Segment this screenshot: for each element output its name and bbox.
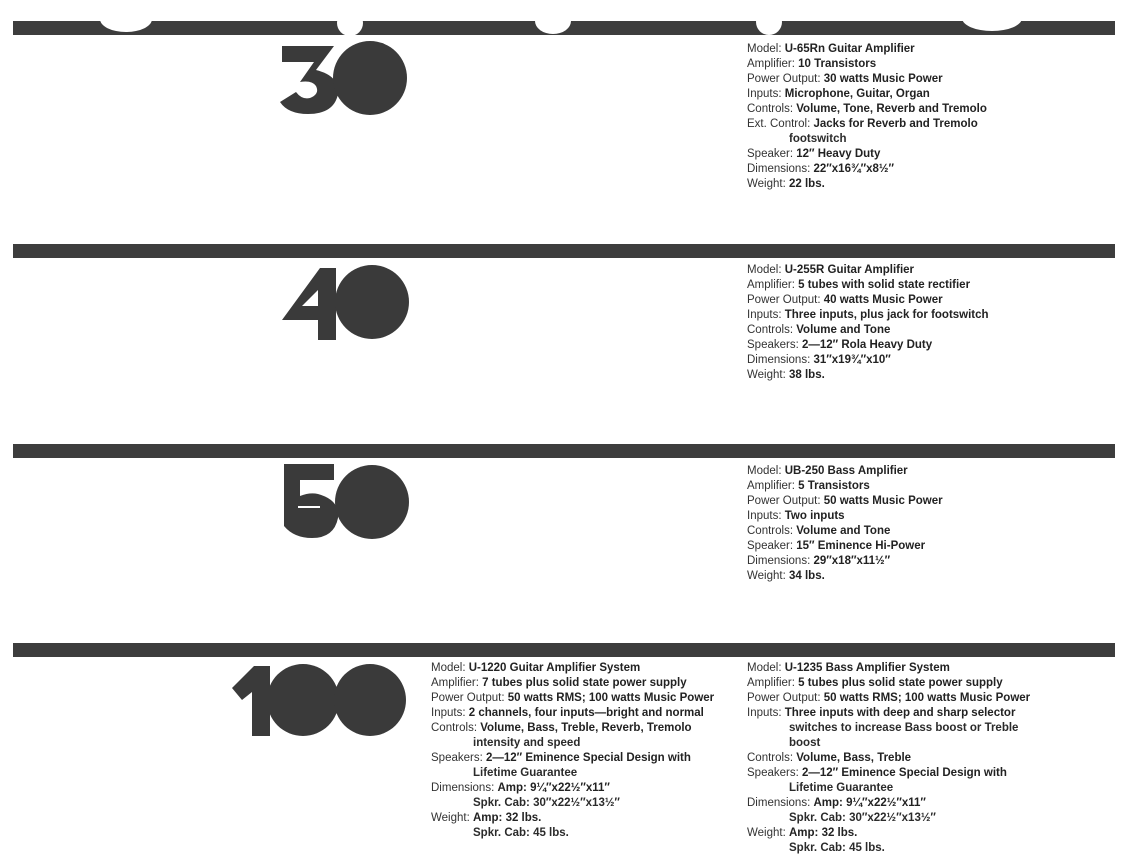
spec-value: 22″x16¾″x8½″ [813, 163, 894, 175]
spec-label: Dimensions: [747, 555, 811, 567]
spec-value: 29″x18″x11½″ [813, 555, 891, 567]
spec-value: Volume, Bass, Treble [796, 752, 912, 764]
spec-value: Amp: 32 lbs. [788, 827, 858, 839]
spec-label: Weight: [747, 178, 786, 190]
spec-row [747, 308, 1047, 323]
spec-label: Inputs: [747, 88, 782, 100]
spec-value: U-65Rn Guitar Amplifier [784, 43, 915, 55]
spec-row [747, 539, 1047, 554]
spec-value: 2 channels, four inputs—bright and normal [468, 707, 704, 719]
spec-label: Power Output: [747, 495, 821, 507]
spec-value: 38 lbs. [788, 369, 825, 381]
spec-label: Speakers: [747, 767, 799, 779]
spec-value: 5 Transistors [798, 480, 870, 492]
spec-row [431, 811, 726, 841]
badge-100 [230, 662, 410, 740]
spec-row [747, 661, 1047, 676]
spec-value: Volume, Bass, Treble, Reverb, Tremolo [480, 722, 692, 734]
spec-label: Weight: [431, 812, 470, 824]
spec-value-continued: Spkr. Cab: 45 lbs. [789, 842, 885, 854]
spec-label: Weight: [747, 827, 786, 839]
divider-bar-3 [13, 444, 1115, 458]
spec-value: 2—12″ Eminence Special Design with [485, 752, 691, 764]
spec-value: Amp: 9¼″x22½″x11″ [813, 797, 926, 809]
spec-row [431, 721, 726, 751]
spec-row [747, 102, 1047, 117]
spec-row [747, 494, 1047, 509]
spec-label: Amplifier: [747, 480, 795, 492]
spec-row [747, 706, 1047, 751]
spec-label: Dimensions: [747, 354, 811, 366]
spec-row [431, 661, 726, 676]
spec-row [747, 569, 1047, 584]
spec-label: Inputs: [747, 510, 782, 522]
spec-value-continued: Spkr. Cab: 45 lbs. [473, 827, 569, 839]
spec-label: Weight: [747, 369, 786, 381]
spec-value: 50 watts RMS; 100 watts Music Power [823, 692, 1031, 704]
spec-value-continued: Spkr. Cab: 30″x22½″x13½″ [789, 812, 936, 824]
spec-block-40 [747, 263, 1047, 383]
spec-row [431, 706, 726, 721]
spec-block-30 [747, 42, 1047, 192]
spec-row [747, 57, 1047, 72]
spec-label: Power Output: [747, 294, 821, 306]
spec-label: Inputs: [431, 707, 466, 719]
spec-value: 40 watts Music Power [823, 294, 943, 306]
spec-label: Dimensions: [747, 797, 811, 809]
spec-block-100-right [747, 661, 1047, 856]
spec-label: Dimensions: [431, 782, 495, 794]
spec-label: Model: [431, 662, 466, 674]
spec-value-continued: Lifetime Guarantee [473, 767, 578, 779]
spec-value: 12″ Heavy Duty [796, 148, 881, 160]
spec-value: U-1220 Guitar Amplifier System [468, 662, 641, 674]
spec-label: Inputs: [747, 309, 782, 321]
spec-value: Two inputs [784, 510, 845, 522]
spec-label: Controls: [747, 103, 794, 115]
spec-value: 2—12″ Rola Heavy Duty [801, 339, 933, 351]
divider-bar-2 [13, 244, 1115, 258]
spec-label: Amplifier: [747, 279, 795, 291]
spec-row [747, 524, 1047, 539]
binder-hole [962, 5, 1022, 31]
spec-row [431, 691, 726, 706]
spec-value-continued: intensity and speed [473, 737, 581, 749]
spec-value: 34 lbs. [788, 570, 825, 582]
spec-label: Weight: [747, 570, 786, 582]
spec-row [431, 751, 726, 781]
spec-value: Three inputs with deep and sharp selector [784, 707, 1016, 719]
spec-value-continued: Spkr. Cab: 30″x22½″x13½″ [473, 797, 620, 809]
spec-row [747, 464, 1047, 479]
spec-label: Dimensions: [747, 163, 811, 175]
spec-value: 10 Transistors [798, 58, 877, 70]
spec-row [747, 796, 1047, 826]
spec-row [747, 177, 1047, 192]
spec-row [747, 676, 1047, 691]
spec-row [747, 87, 1047, 102]
spec-label: Speakers: [431, 752, 483, 764]
spec-row [747, 147, 1047, 162]
spec-label: Ext. Control: [747, 118, 811, 130]
spec-value: 30 watts Music Power [823, 73, 943, 85]
spec-value: 31″x19¾″x10″ [813, 354, 891, 366]
spec-value: Amp: 9¼″x22½″x11″ [497, 782, 610, 794]
badge-40 [280, 264, 412, 342]
spec-row [747, 826, 1047, 856]
spec-row [747, 323, 1047, 338]
spec-value: 22 lbs. [788, 178, 825, 190]
spec-label: Model: [747, 662, 782, 674]
spec-value: 50 watts Music Power [823, 495, 943, 507]
spec-row [747, 554, 1047, 569]
spec-value: Volume and Tone [796, 324, 891, 336]
spec-block-50 [747, 464, 1047, 584]
spec-row [747, 751, 1047, 766]
spec-label: Speakers: [747, 339, 799, 351]
spec-value-continued: Lifetime Guarantee [789, 782, 894, 794]
spec-row [747, 293, 1047, 308]
badge-50 [280, 462, 412, 540]
spec-value-continued: boost [789, 737, 821, 749]
spec-row [431, 676, 726, 691]
spec-value: 7 tubes plus solid state power supply [482, 677, 687, 689]
spec-row [747, 766, 1047, 796]
spec-row [747, 479, 1047, 494]
spec-value: 5 tubes plus solid state power supply [798, 677, 1003, 689]
spec-label: Power Output: [431, 692, 505, 704]
spec-value: 2—12″ Eminence Special Design with [801, 767, 1007, 779]
spec-value: 5 tubes with solid state rectifier [798, 279, 971, 291]
spec-row [747, 72, 1047, 87]
spec-value: Three inputs, plus jack for footswitch [784, 309, 989, 321]
spec-value: UB-250 Bass Amplifier [784, 465, 908, 477]
spec-label: Power Output: [747, 692, 821, 704]
spec-block-100-left [431, 661, 726, 841]
binder-hole [756, 9, 782, 35]
spec-label: Inputs: [747, 707, 782, 719]
spec-label: Speaker: [747, 540, 794, 552]
spec-row [747, 691, 1047, 706]
spec-row [747, 42, 1047, 57]
spec-value: Microphone, Guitar, Organ [784, 88, 930, 100]
spec-value: 50 watts RMS; 100 watts Music Power [507, 692, 715, 704]
spec-value: Volume, Tone, Reverb and Tremolo [796, 103, 987, 115]
spec-row [747, 509, 1047, 524]
binder-hole [535, 8, 571, 34]
divider-bar-4 [13, 643, 1115, 657]
spec-value: U-255R Guitar Amplifier [784, 264, 915, 276]
spec-row [747, 353, 1047, 368]
binder-hole [337, 10, 363, 36]
spec-label: Power Output: [747, 73, 821, 85]
spec-value: Volume and Tone [796, 525, 891, 537]
badge-30 [278, 40, 410, 116]
spec-label: Speaker: [747, 148, 794, 160]
spec-row [747, 263, 1047, 278]
binder-hole [100, 6, 152, 32]
spec-value-continued: switches to increase Bass boost or Treble [789, 722, 1019, 734]
spec-label: Model: [747, 43, 782, 55]
spec-label: Amplifier: [747, 677, 795, 689]
spec-label: Controls: [431, 722, 478, 734]
spec-row [747, 338, 1047, 353]
spec-label: Model: [747, 465, 782, 477]
spec-value: Amp: 32 lbs. [472, 812, 542, 824]
spec-label: Controls: [747, 324, 794, 336]
spec-value: 15″ Eminence Hi-Power [796, 540, 926, 552]
spec-label: Model: [747, 264, 782, 276]
spec-row [747, 162, 1047, 177]
spec-row [747, 278, 1047, 293]
spec-label: Controls: [747, 752, 794, 764]
spec-value: U-1235 Bass Amplifier System [784, 662, 950, 674]
spec-row [747, 117, 1047, 147]
spec-value: Jacks for Reverb and Tremolo [813, 118, 978, 130]
spec-row [431, 781, 726, 811]
spec-value-continued: footswitch [789, 133, 847, 145]
spec-row [747, 368, 1047, 383]
spec-label: Amplifier: [747, 58, 795, 70]
spec-label: Controls: [747, 525, 794, 537]
spec-label: Amplifier: [431, 677, 479, 689]
